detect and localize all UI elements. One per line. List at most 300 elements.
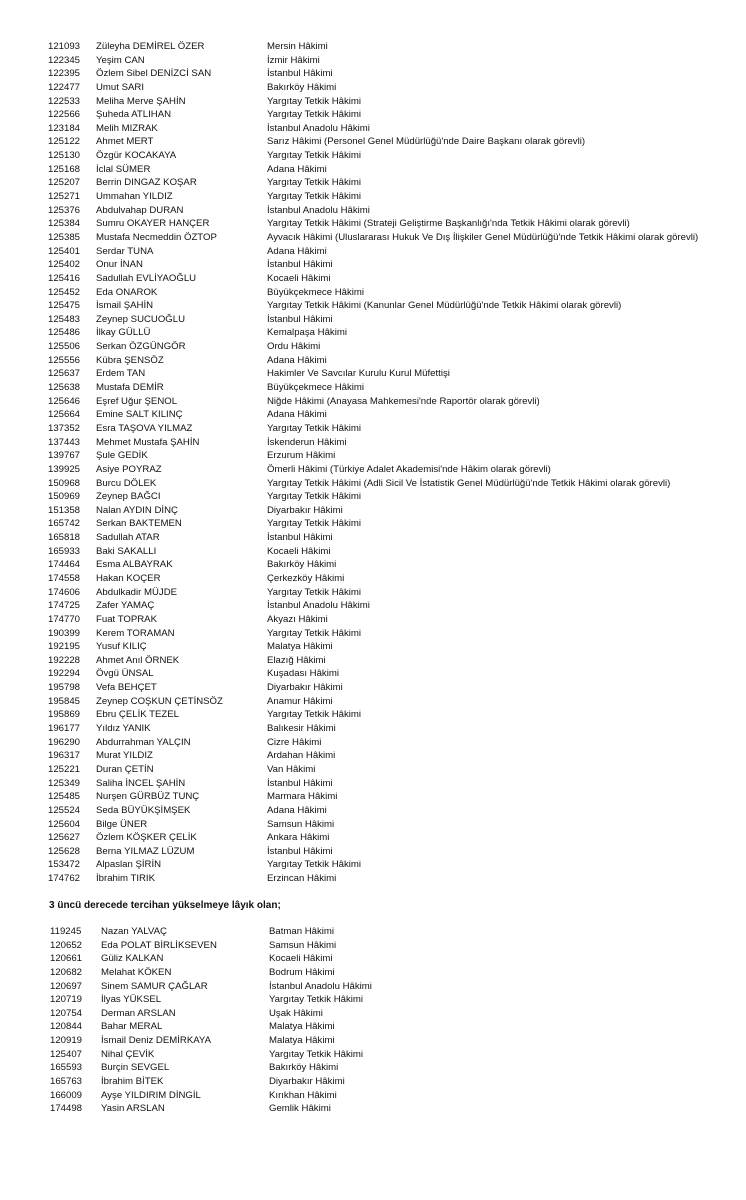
position: Niğde Hâkimi (Anayasa Mahkemesi'nde Raportör olarak görevli) xyxy=(267,395,540,407)
position: İzmir Hâkimi xyxy=(267,54,320,66)
position: Adana Hâkimi xyxy=(267,245,327,257)
list-item xyxy=(0,599,746,613)
person-name: İsmail Deniz DEMİRKAYA xyxy=(101,1035,211,1047)
registry-number: 174770 xyxy=(48,613,81,625)
registry-number: 165763 xyxy=(50,1076,83,1088)
registry-number: 125416 xyxy=(48,272,81,284)
list-item xyxy=(0,695,746,709)
person-name: Özgür KOCAKAYA xyxy=(96,150,177,162)
list-item xyxy=(0,490,746,504)
list-item xyxy=(0,708,746,722)
person-name: Esma ALBAYRAK xyxy=(96,559,173,571)
registry-number: 139925 xyxy=(48,463,81,475)
position: Kemalpaşa Hâkimi xyxy=(267,327,347,339)
registry-number: 123184 xyxy=(48,122,81,134)
list-item xyxy=(0,517,746,531)
position: Uşak Hâkimi xyxy=(269,1007,323,1019)
person-name: Ahmet MERT xyxy=(96,136,154,148)
list-item xyxy=(0,845,746,859)
position: Marmara Hâkimi xyxy=(267,791,338,803)
registry-number: 174558 xyxy=(48,572,81,584)
registry-number: 125271 xyxy=(48,191,81,203)
person-name: Sinem SAMUR ÇAĞLAR xyxy=(101,980,208,992)
position: İstanbul Anadolu Hâkimi xyxy=(269,980,372,992)
person-name: Zeynep SUCUOĞLU xyxy=(96,313,186,325)
person-name: Yasin ARSLAN xyxy=(101,1103,165,1115)
person-name: Onur İNAN xyxy=(96,259,143,271)
person-name: Emine SALT KILINÇ xyxy=(96,409,183,421)
position: Büyükçekmece Hâkimi xyxy=(267,286,365,298)
person-name: Saliha İNCEL ŞAHİN xyxy=(96,777,186,789)
person-name: Serkan ÖZGÜNGÖR xyxy=(96,341,186,353)
position: Yargıtay Tetkik Hâkimi (Strateji Geliştirme Başkanlığı'nda Tetkik Hâkimi olarak görevli) xyxy=(267,218,630,230)
position: Malatya Hâkimi xyxy=(269,1035,335,1047)
list-item xyxy=(0,422,746,436)
list-item xyxy=(0,67,746,81)
registry-number: 125664 xyxy=(48,409,81,421)
position: İstanbul Anadolu Hâkimi xyxy=(267,204,370,216)
person-name: Burçin SEVGEL xyxy=(101,1062,170,1074)
person-name: İlyas YÜKSEL xyxy=(101,994,162,1006)
list-item xyxy=(0,245,746,259)
registry-number: 122477 xyxy=(48,81,81,93)
registry-number: 125349 xyxy=(48,777,81,789)
position: İstanbul Anadolu Hâkimi xyxy=(267,600,370,612)
list-item xyxy=(0,654,746,668)
list-item xyxy=(0,858,746,872)
person-name: İsmail ŞAHİN xyxy=(96,300,154,312)
person-name: Yusuf KILIÇ xyxy=(96,641,147,653)
registry-number: 174762 xyxy=(48,873,81,885)
list-item xyxy=(0,367,746,381)
registry-number: 125524 xyxy=(48,804,81,816)
position: İstanbul Hâkimi xyxy=(267,532,333,544)
person-name: Meliha Merve ŞAHİN xyxy=(96,95,186,107)
list-item xyxy=(0,313,746,327)
person-name: Asiye POYRAZ xyxy=(96,463,162,475)
list-item xyxy=(0,790,746,804)
registry-number: 195869 xyxy=(48,709,81,721)
person-name: Hakan KOÇER xyxy=(96,572,161,584)
position: Yargıtay Tetkik Hâkimi xyxy=(269,1048,364,1060)
list-item xyxy=(0,681,746,695)
registry-number: 195798 xyxy=(48,682,81,694)
list-item xyxy=(0,939,746,953)
registry-number: 153472 xyxy=(48,859,81,871)
list-item xyxy=(0,381,746,395)
list-item xyxy=(0,1034,746,1048)
position: İskenderun Hâkimi xyxy=(267,436,347,448)
person-name: Ahmet Anıl ÖRNEK xyxy=(96,654,180,666)
registry-number: 125475 xyxy=(48,300,81,312)
registry-number: 122395 xyxy=(48,68,81,80)
position: Yargıtay Tetkik Hâkimi xyxy=(267,150,362,162)
registry-number: 125627 xyxy=(48,832,81,844)
list-item xyxy=(0,340,746,354)
person-name: Mehmet Mustafa ŞAHİN xyxy=(96,436,200,448)
registry-number: 125407 xyxy=(50,1048,83,1060)
list-item xyxy=(0,640,746,654)
registry-number: 125604 xyxy=(48,818,81,830)
position: Malatya Hâkimi xyxy=(267,641,333,653)
registry-number: 125452 xyxy=(48,286,81,298)
position: Büyükçekmece Hâkimi xyxy=(267,382,365,394)
registry-number: 120661 xyxy=(50,953,83,965)
list-item xyxy=(0,736,746,750)
position: Yargıtay Tetkik Hâkimi xyxy=(267,627,362,639)
list-item xyxy=(0,135,746,149)
person-name: Serdar TUNA xyxy=(96,245,154,257)
registry-number: 150968 xyxy=(48,477,81,489)
position: Balıkesir Hâkimi xyxy=(267,723,336,735)
person-name: Duran ÇETİN xyxy=(96,763,154,775)
registry-number: 165818 xyxy=(48,532,81,544)
list-item xyxy=(0,531,746,545)
registry-number: 174606 xyxy=(48,586,81,598)
list-item xyxy=(0,504,746,518)
person-name: Zeynep BAĞCI xyxy=(96,491,161,503)
list-item xyxy=(0,966,746,980)
list-item xyxy=(0,190,746,204)
person-name: Seda BÜYÜKŞİMŞEK xyxy=(96,804,191,816)
position: İstanbul Hâkimi xyxy=(267,313,333,325)
position: Van Hâkimi xyxy=(267,763,316,775)
registry-number: 125646 xyxy=(48,395,81,407)
list-item xyxy=(0,122,746,136)
position: Batman Hâkimi xyxy=(269,926,335,937)
list-item xyxy=(0,95,746,109)
registry-number: 174498 xyxy=(50,1103,83,1115)
registry-number: 125376 xyxy=(48,204,81,216)
registry-number: 122566 xyxy=(48,109,81,121)
position: Yargıtay Tetkik Hâkimi xyxy=(267,95,362,107)
list-item xyxy=(0,449,746,463)
registry-number: 122533 xyxy=(48,95,81,107)
person-name: Mustafa Necmeddin ÖZTOP xyxy=(96,231,217,243)
person-name: Fuat TOPRAK xyxy=(96,613,157,625)
registry-number: 125207 xyxy=(48,177,81,189)
position: Ayvacık Hâkimi (Uluslararası Hukuk Ve Dış İlişkiler Genel Müdürlüğü'nde Tetkik Hâkimi olarak görevli) xyxy=(267,231,699,243)
list-item xyxy=(0,818,746,832)
registry-number: 137352 xyxy=(48,422,81,434)
list-item xyxy=(0,572,746,586)
list-item xyxy=(0,40,746,54)
person-name: İlkay GÜLLÜ xyxy=(96,327,151,339)
list-item xyxy=(0,354,746,368)
person-name: Özlem Sibel DENİZCİ SAN xyxy=(96,68,212,80)
list-item xyxy=(0,436,746,450)
person-name: Şuheda ATLIHAN xyxy=(96,109,172,121)
position: Diyarbakır Hâkimi xyxy=(269,1076,345,1088)
position: Sarız Hâkimi (Personel Genel Müdürlüğü'nde Daire Başkanı olarak görevli) xyxy=(267,136,586,148)
registry-number: 137443 xyxy=(48,436,81,448)
position: İstanbul Hâkimi xyxy=(267,68,333,80)
person-name: Eda ONAROK xyxy=(96,286,158,298)
list-item xyxy=(0,627,746,641)
registry-number: 119245 xyxy=(50,926,82,937)
position: Anamur Hâkimi xyxy=(267,695,333,707)
list-item xyxy=(0,395,746,409)
person-name: Abdurrahman YALÇIN xyxy=(96,736,191,748)
registry-number: 125401 xyxy=(48,245,81,257)
position: Kırıkhan Hâkimi xyxy=(269,1089,337,1101)
position: Yargıtay Tetkik Hâkimi (Adli Sicil Ve İstatistik Genel Müdürlüğü'nde Tetkik Hâkimi olarak görevli) xyxy=(267,477,671,489)
position: Bakırköy Hâkimi xyxy=(267,81,337,93)
position: Yargıtay Tetkik Hâkimi xyxy=(267,109,362,121)
registry-number: 125385 xyxy=(48,231,81,243)
person-name: Nurşen GÜRBÜZ TUNÇ xyxy=(96,791,200,803)
position: Adana Hâkimi xyxy=(267,409,327,421)
registry-number: 196177 xyxy=(48,723,81,735)
registry-number: 125628 xyxy=(48,845,81,857)
position: Kocaeli Hâkimi xyxy=(269,953,333,965)
person-name: Burcu DÖLEK xyxy=(96,477,157,489)
registry-number: 125130 xyxy=(48,150,81,162)
position: Kocaeli Hâkimi xyxy=(267,272,331,284)
position: Adana Hâkimi xyxy=(267,163,327,175)
person-name: Züleyha DEMİREL ÖZER xyxy=(96,41,205,52)
person-name: Güliz KALKAN xyxy=(101,953,164,965)
list-item xyxy=(0,831,746,845)
registry-number: 192195 xyxy=(48,641,81,653)
person-name: Serkan BAKTEMEN xyxy=(96,518,182,530)
person-name: Kübra ŞENSÖZ xyxy=(96,354,164,366)
position: Adana Hâkimi xyxy=(267,354,327,366)
position: Malatya Hâkimi xyxy=(269,1021,335,1033)
position: İstanbul Hâkimi xyxy=(267,777,333,789)
person-name: Ummahan YILDIZ xyxy=(96,191,173,203)
list-item xyxy=(0,1061,746,1075)
candidate-list-primary xyxy=(0,40,746,886)
person-name: Umut SARI xyxy=(96,81,144,93)
registry-number: 120682 xyxy=(50,966,83,978)
list-item xyxy=(0,326,746,340)
position: Yargıtay Tetkik Hâkimi xyxy=(267,709,362,721)
registry-number: 125221 xyxy=(48,763,81,775)
list-item xyxy=(0,108,746,122)
list-item xyxy=(0,149,746,163)
person-name: Sadullah ATAR xyxy=(96,532,160,544)
registry-number: 151358 xyxy=(48,504,81,516)
position: Ankara Hâkimi xyxy=(267,832,330,844)
list-item xyxy=(0,54,746,68)
list-item xyxy=(0,1102,746,1116)
person-name: Alpaslan ŞİRİN xyxy=(96,859,162,871)
position: Yargıtay Tetkik Hâkimi xyxy=(269,994,364,1006)
person-name: Övgü ÜNSAL xyxy=(96,668,154,680)
person-name: Derman ARSLAN xyxy=(101,1007,176,1019)
person-name: Özlem KÖŞKER ÇELİK xyxy=(96,832,197,844)
person-name: Eşref Uğur ŞENOL xyxy=(96,395,178,407)
list-item xyxy=(0,1075,746,1089)
registry-number: 120919 xyxy=(50,1035,83,1047)
person-name: Vefa BEHÇET xyxy=(96,682,157,694)
candidate-list-third-degree xyxy=(0,925,746,1116)
list-item xyxy=(0,980,746,994)
person-name: Baki SAKALLI xyxy=(96,545,157,557)
position: İstanbul Anadolu Hâkimi xyxy=(267,122,370,134)
registry-number: 122345 xyxy=(48,54,81,66)
registry-number: 165742 xyxy=(48,518,81,530)
registry-number: 195845 xyxy=(48,695,81,707)
registry-number: 125483 xyxy=(48,313,81,325)
list-item xyxy=(0,872,746,886)
position: Yargıtay Tetkik Hâkimi xyxy=(267,422,362,434)
list-item xyxy=(0,163,746,177)
registry-number: 125402 xyxy=(48,259,81,271)
list-item xyxy=(0,558,746,572)
position: Yargıtay Tetkik Hâkimi xyxy=(267,491,362,503)
person-name: Ebru ÇELİK TEZEL xyxy=(96,709,180,721)
person-name: Bahar MERAL xyxy=(101,1021,163,1033)
position: Bakırköy Hâkimi xyxy=(267,559,337,571)
person-name: Berna YILMAZ LÜZUM xyxy=(96,845,195,857)
registry-number: 120697 xyxy=(50,980,83,992)
person-name: Ayşe YILDIRIM DİNGİL xyxy=(101,1089,201,1101)
position: Adana Hâkimi xyxy=(267,804,327,816)
list-item xyxy=(0,777,746,791)
person-name: Melih MIZRAK xyxy=(96,122,158,134)
position: Ordu Hâkimi xyxy=(267,341,321,353)
position: Yargıtay Tetkik Hâkimi xyxy=(267,191,362,203)
list-item xyxy=(0,299,746,313)
registry-number: 192228 xyxy=(48,654,81,666)
position: Akyazı Hâkimi xyxy=(267,613,328,625)
position: Erzincan Hâkimi xyxy=(267,873,337,885)
person-name: Yıldız YANIK xyxy=(96,723,151,735)
person-name: Sadullah EVLİYAOĞLU xyxy=(96,272,197,284)
list-item xyxy=(0,586,746,600)
registry-number: 125122 xyxy=(48,136,81,148)
list-item xyxy=(0,545,746,559)
person-name: Bilge ÜNER xyxy=(96,818,148,830)
registry-number: 125638 xyxy=(48,382,81,394)
position: Elazığ Hâkimi xyxy=(267,654,326,666)
list-item xyxy=(0,176,746,190)
list-item xyxy=(0,258,746,272)
position: Yargıtay Tetkik Hâkimi (Kanunlar Genel Müdürlüğü'nde Tetkik Hâkimi olarak görevli) xyxy=(267,300,622,312)
registry-number: 120754 xyxy=(50,1007,83,1019)
person-name: Murat YILDIZ xyxy=(96,750,153,762)
list-item xyxy=(0,272,746,286)
position: İstanbul Hâkimi xyxy=(267,845,333,857)
registry-number: 125485 xyxy=(48,791,81,803)
position: Bakırköy Hâkimi xyxy=(269,1062,339,1074)
registry-number: 165933 xyxy=(48,545,81,557)
position: Ardahan Hâkimi xyxy=(267,750,336,762)
position: Yargıtay Tetkik Hâkimi xyxy=(267,859,362,871)
registry-number: 166009 xyxy=(50,1089,83,1101)
list-item xyxy=(0,749,746,763)
position: Mersin Hâkimi xyxy=(267,41,328,52)
list-item xyxy=(0,1089,746,1103)
person-name: Melahat KÖKEN xyxy=(101,966,172,978)
person-name: Yeşim CAN xyxy=(96,54,145,66)
position: Yargıtay Tetkik Hâkimi xyxy=(267,177,362,189)
registry-number: 150969 xyxy=(48,491,81,503)
registry-number: 125556 xyxy=(48,354,81,366)
section-heading: 3 üncü derecede tercihan yükselmeye lâyık olan; xyxy=(49,900,281,911)
position: Gemlik Hâkimi xyxy=(269,1103,331,1115)
person-name: Nalan AYDIN DİNÇ xyxy=(96,504,178,516)
position: Kuşadası Hâkimi xyxy=(267,668,339,680)
person-name: Abdulvahap DURAN xyxy=(96,204,184,216)
list-item xyxy=(0,217,746,231)
list-item xyxy=(0,286,746,300)
list-item xyxy=(0,952,746,966)
person-name: Nazan YALVAÇ xyxy=(101,926,167,937)
list-item xyxy=(0,925,746,939)
list-item xyxy=(0,408,746,422)
registry-number: 196317 xyxy=(48,750,81,762)
registry-number: 120844 xyxy=(50,1021,83,1033)
position: Diyarbakır Hâkimi xyxy=(267,504,343,516)
person-name: İbrahim BİTEK xyxy=(101,1076,164,1088)
registry-number: 120719 xyxy=(50,994,83,1006)
list-item xyxy=(0,993,746,1007)
registry-number: 125506 xyxy=(48,341,81,353)
person-name: Eda POLAT BİRLİKSEVEN xyxy=(101,939,217,951)
person-name: Esra TAŞOVA YILMAZ xyxy=(96,422,193,434)
registry-number: 139767 xyxy=(48,450,81,462)
person-name: İclal SÜMER xyxy=(96,163,151,175)
position: Bodrum Hâkimi xyxy=(269,966,335,978)
person-name: Mustafa DEMİR xyxy=(96,382,164,394)
list-item xyxy=(0,763,746,777)
list-item xyxy=(0,231,746,245)
registry-number: 174725 xyxy=(48,600,81,612)
position: Ömerli Hâkimi (Türkiye Adalet Akademisi'nde Hâkim olarak görevli) xyxy=(267,463,551,475)
registry-number: 125637 xyxy=(48,368,81,380)
registry-number: 125384 xyxy=(48,218,81,230)
list-item xyxy=(0,1048,746,1062)
person-name: Zeynep COŞKUN ÇETİNSÖZ xyxy=(96,695,223,707)
registry-number: 174464 xyxy=(48,559,81,571)
list-item xyxy=(0,81,746,95)
person-name: İbrahim TIRIK xyxy=(96,873,156,885)
registry-number: 120652 xyxy=(50,939,83,951)
person-name: Abdulkadir MÜJDE xyxy=(96,586,178,598)
position: Yargıtay Tetkik Hâkimi xyxy=(267,586,362,598)
registry-number: 121093 xyxy=(48,41,81,52)
list-item xyxy=(0,477,746,491)
list-item xyxy=(0,1020,746,1034)
position: Diyarbakır Hâkimi xyxy=(267,682,343,694)
registry-number: 192294 xyxy=(48,668,81,680)
list-item xyxy=(0,613,746,627)
person-name: Zafer YAMAÇ xyxy=(96,600,155,612)
registry-number: 196290 xyxy=(48,736,81,748)
position: Cizre Hâkimi xyxy=(267,736,322,748)
registry-number: 125168 xyxy=(48,163,81,175)
list-item xyxy=(0,1007,746,1021)
position: Kocaeli Hâkimi xyxy=(267,545,331,557)
person-name: Sumru OKAYER HANÇER xyxy=(96,218,210,230)
list-item xyxy=(0,463,746,477)
position: Erzurum Hâkimi xyxy=(267,450,336,462)
person-name: Nihal ÇEVİK xyxy=(101,1048,155,1060)
list-item xyxy=(0,667,746,681)
position: Samsun Hâkimi xyxy=(269,939,337,951)
position: İstanbul Hâkimi xyxy=(267,259,333,271)
person-name: Kerem TORAMAN xyxy=(96,627,175,639)
list-item xyxy=(0,722,746,736)
person-name: Şule GEDİK xyxy=(96,450,148,462)
list-item xyxy=(0,804,746,818)
registry-number: 165593 xyxy=(50,1062,83,1074)
position: Çerkezköy Hâkimi xyxy=(267,572,345,584)
person-name: Berrin DINGAZ KOŞAR xyxy=(96,177,197,189)
